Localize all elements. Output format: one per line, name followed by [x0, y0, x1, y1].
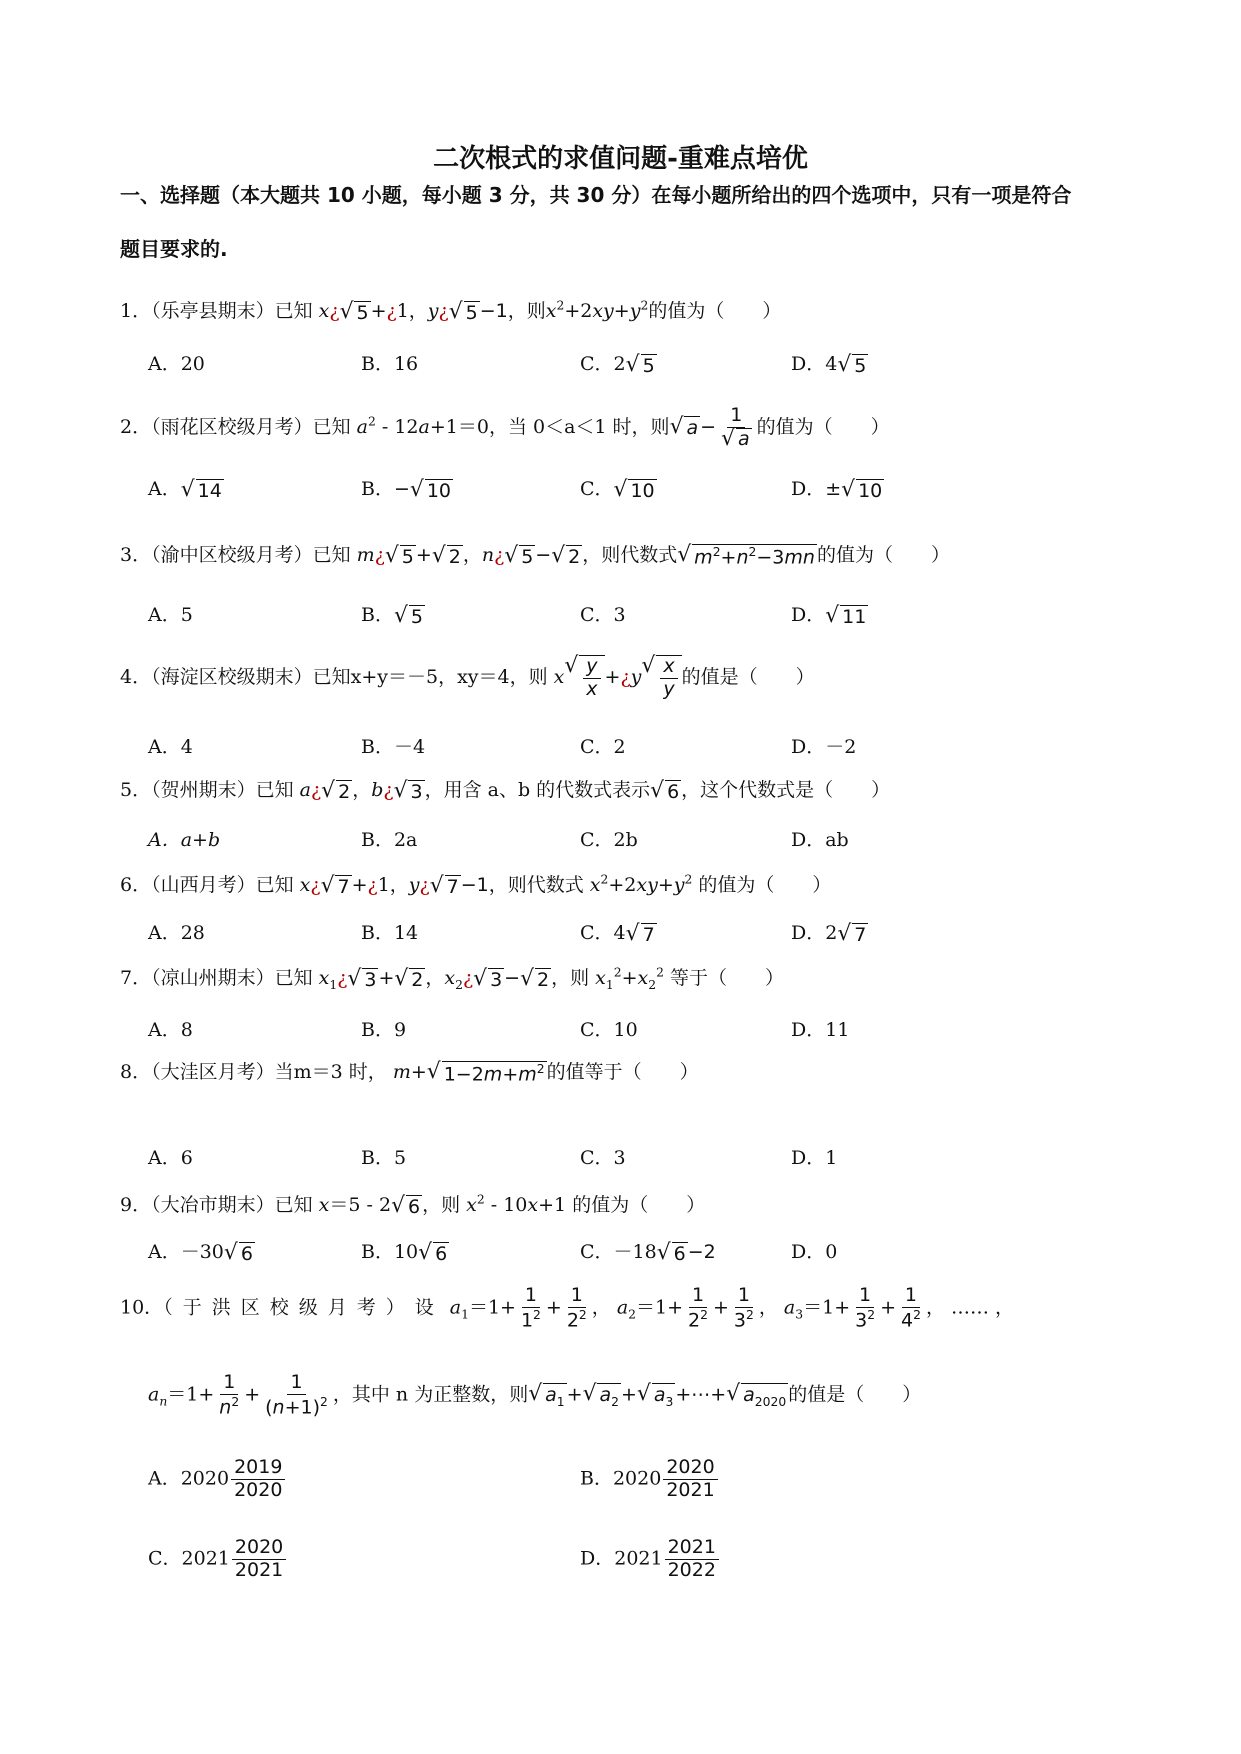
section-heading-line1: 一、选择题（本大题共 10 小题，每小题 3 分，共 30 分）在每小题所给出的四个选项中，只有一项是符合 — [120, 183, 1072, 207]
question-6: 6．（山西月考）已知 x¿ √ 7 +¿1，y¿ √ 7 −1，则代数式 $x^2+2xy+y^2$ 的值为（ ） — [120, 872, 832, 898]
option-b[interactable]: B．2a — [361, 829, 418, 851]
option-a[interactable]: A．5 — [148, 604, 193, 626]
option-a[interactable]: A．a+b — [148, 829, 221, 851]
option-b[interactable]: B．－4 — [361, 736, 426, 758]
option-c[interactable]: C．2b — [580, 829, 638, 851]
option-c[interactable]: C．2 — [580, 736, 626, 758]
option-a[interactable]: A．－30 √ 6 — [148, 1239, 253, 1265]
option-c[interactable]: C．3 — [580, 1147, 626, 1169]
question-4: 4．（海淀区校级期末）已知x+y＝－5，xy＝4，则 x √ $\frac{y}{x}$ +¿y √ $\frac{x}{y}$ 的值是（ ） — [120, 653, 815, 700]
option-d[interactable]: D．2021 $\frac{2021}{2022}$ — [580, 1537, 721, 1582]
option-a[interactable]: A．6 — [148, 1147, 193, 1169]
question-9: 9．（大冶市期末）已知 x＝5 - 2 √ 6 ，则 $x^2 - 10x+1$ 的值为（ ） — [120, 1192, 706, 1218]
question-10: 10．（于洪区校级月考）设 $a_1=1+$ $\frac{1}{1^2}$ + $\frac{1}{2^2}$ ， $a_2=1+$ $\frac{1}{2^2}$ + $\frac{1}{3^2}$ ， $a_3=1+$ $\frac{1}{3^2}$ + $\frac{1}{4^2}$ ， …… ， — [120, 1284, 1015, 1332]
section-heading — [120, 168, 1130, 276]
option-a[interactable]: A．8 — [148, 1019, 193, 1041]
option-a[interactable]: A．4 — [148, 736, 193, 758]
option-b[interactable]: B．9 — [361, 1019, 407, 1041]
option-d[interactable]: D．1 — [791, 1147, 838, 1169]
option-d[interactable]: D．4 √ 5 — [791, 351, 867, 377]
option-a[interactable]: A．20 — [148, 353, 205, 375]
option-b[interactable]: B．5 — [361, 1147, 407, 1169]
question-10-line2: $a_n=1+$ $\frac{1}{n^2}$ + $\frac{1}{(n+1)^2}$ ，其中 n 为正整数，则 √ $a_1$ + √ $a_2$ + √ $a_3$ +⋯+ √ $a_{2020}$ 的值是（ ） — [148, 1371, 922, 1419]
option-b[interactable]: B．2020 $\frac{2020}{2021}$ — [580, 1457, 720, 1502]
question-7: 7．（凉山州期末）已知 $x_1¿$ √ 3 + √ 2 ，$x_2¿$ √ 3 − √ 2 ，则 $x_1^2+x_2^2$ 等于（ ） — [120, 965, 785, 992]
option-a[interactable]: A．2020 $\frac{2019}{2020}$ — [148, 1457, 287, 1502]
option-d[interactable]: D．2 √ 7 — [791, 920, 867, 946]
option-c[interactable]: C． √ 10 — [580, 476, 655, 502]
option-a[interactable]: A．28 — [148, 922, 205, 944]
question-2: 2．（雨花区校级月考）已知 $a^2 - 12a+1=0$，当 0＜a＜1 时，则 √ a − 1 √ a 的值为（ ） — [120, 404, 890, 451]
option-b[interactable]: B．14 — [361, 922, 419, 944]
option-c[interactable]: C．－18 √ 6 −2 — [580, 1239, 716, 1265]
option-c[interactable]: C．2 √ 5 — [580, 351, 655, 377]
option-a[interactable]: A． √ 14 — [148, 476, 222, 502]
option-b[interactable]: B．− √ 10 — [361, 476, 451, 502]
option-d[interactable]: D．－2 — [791, 736, 857, 758]
option-b[interactable]: B． √ 5 — [361, 602, 423, 628]
option-c[interactable]: C．4 √ 7 — [580, 920, 655, 946]
option-c[interactable]: C．10 — [580, 1019, 638, 1041]
option-d[interactable]: D．0 — [791, 1241, 838, 1263]
question-5: 5．（贺州期末）已知 a¿ √ 2 ，b¿ √ 3 ，用含 a、b 的代数式表示 √ 6 ，这个代数式是（ ） — [120, 777, 891, 803]
question-3: 3．（渝中区校级月考）已知 m¿ √ 5 + √ 2 ，n¿ √ 5 − √ 2 ，则代数式 √ $m^2+n^2-3mn$ 的值为（ ） — [120, 541, 950, 569]
option-c[interactable]: C．2021 $\frac{2020}{2021}$ — [148, 1537, 288, 1582]
question-1: 1．（乐亭县期末）已知 x¿ √ 5 +¿1，y¿ √ 5 −1，则$x^2+2xy+y^2$的值为（ ） — [120, 298, 782, 324]
option-b[interactable]: B．16 — [361, 353, 419, 375]
option-d[interactable]: D．± √ 10 — [791, 476, 883, 502]
question-8: 8．（大洼区月考）当m＝3 时， m+ √ $1-2m+m^2$ 的值等于（ ） — [120, 1058, 699, 1086]
option-d[interactable]: D．11 — [791, 1019, 850, 1041]
option-d[interactable]: D． √ 11 — [791, 602, 867, 628]
option-b[interactable]: B．10 √ 6 — [361, 1239, 448, 1265]
page-title: 二次根式的求值问题-重难点培优 — [433, 144, 808, 174]
section-heading-line2: 题目要求的. — [120, 237, 228, 261]
option-c[interactable]: C．3 — [580, 604, 626, 626]
option-d[interactable]: D．ab — [791, 829, 849, 851]
